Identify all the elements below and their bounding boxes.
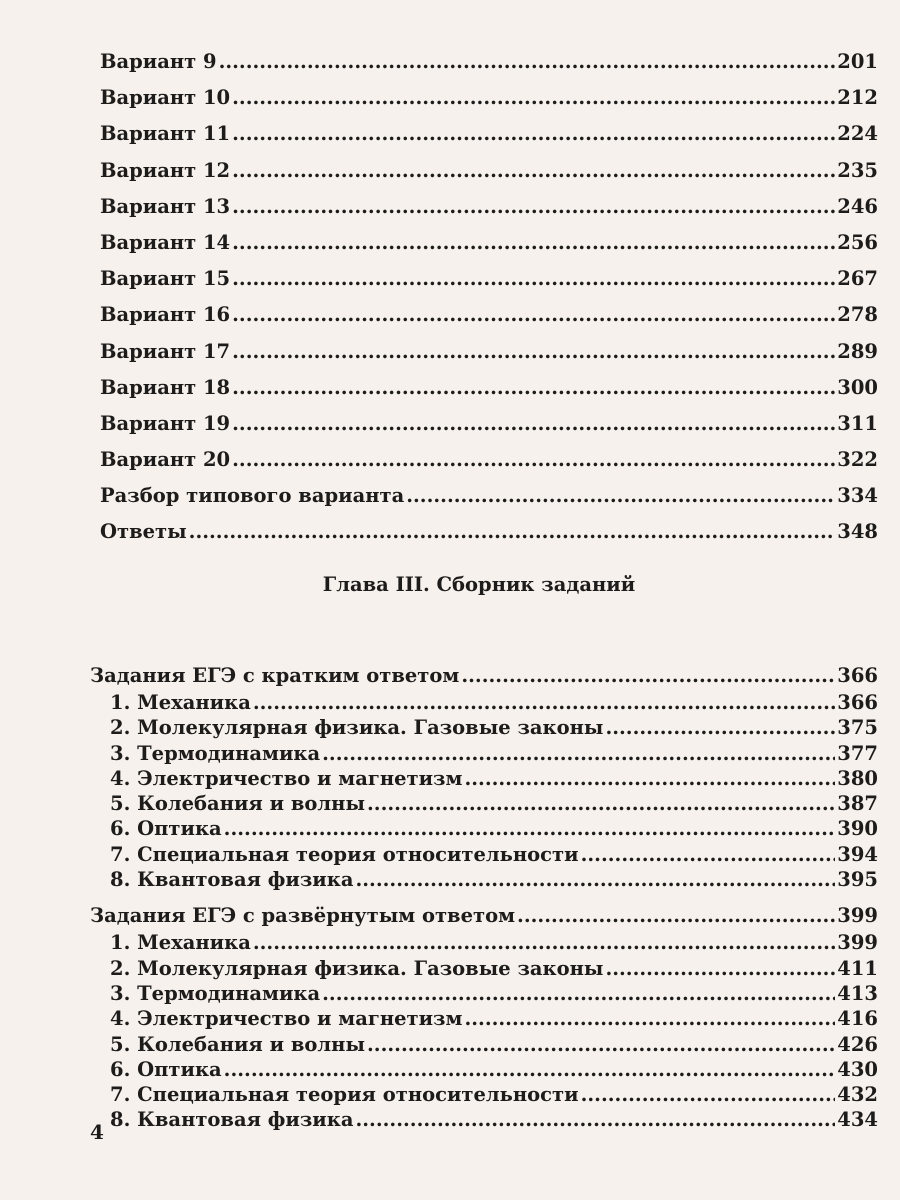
leader-dots [461,662,835,690]
section-label: Задания ЕГЭ с развёрнутым ответом [90,904,516,928]
item-label: 6. Оптика [110,817,222,841]
item-label: 5. Колебания и волны [110,1032,365,1056]
extended-item-4 [90,1006,878,1031]
toc-entry-label: Вариант 10 [100,86,231,110]
toc-entry-page: 267 [837,267,878,291]
item-label: 2. Молекулярная физика. Газовые законы [110,716,604,740]
short-item-5 [90,791,878,816]
short-item-6 [90,816,878,841]
item-label: 6. Оптика [110,1057,222,1081]
short-item-3 [90,741,878,766]
toc-entry-label: Вариант 15 [100,267,231,291]
toc-entry-page: 212 [837,86,878,110]
toc-entry-variant-17 [100,334,878,370]
toc-entry-variant-18 [100,370,878,406]
section-label: Задания ЕГЭ с кратким ответом [90,664,460,687]
extended-item-8 [90,1107,878,1132]
toc-entry-page: 311 [837,411,878,435]
toc-entry-page: 256 [837,230,878,254]
item-page: 413 [837,981,878,1005]
item-page: 434 [837,1108,878,1132]
leader-dots [189,514,836,550]
item-page: 394 [837,842,878,866]
extended-item-7 [90,1082,878,1107]
chapter-heading: Глава III. Сборник заданий [322,572,636,596]
leader-dots [367,791,835,816]
item-label: 2. Молекулярная физика. Газовые законы [110,956,604,980]
leader-dots [232,406,835,442]
leader-dots [322,981,835,1006]
section-extended-answer [90,902,878,930]
item-label: 3. Термодинамика [110,981,321,1005]
leader-dots [232,189,835,225]
item-page: 375 [837,716,878,740]
extended-item-5 [90,1032,878,1057]
item-label: 4. Электричество и магнетизм [110,766,463,790]
item-page: 430 [837,1057,878,1081]
leader-dots [232,297,835,333]
leader-dots [355,867,835,892]
toc-entry-label: Вариант 13 [100,194,231,218]
leader-dots [367,1032,835,1057]
toc-entry-page: 235 [837,158,878,182]
table-of-contents [100,44,878,605]
leader-dots [224,816,836,841]
section-page: 366 [837,664,878,687]
toc-entry-page: 322 [837,448,878,472]
item-page: 377 [837,741,878,765]
short-item-4 [90,766,878,791]
leader-dots [253,690,835,715]
leader-dots [232,261,835,297]
toc-entry-variant-12 [100,153,878,189]
item-label: 8. Квантовая физика [110,1108,354,1132]
item-label: 4. Электричество и магнетизм [110,1007,463,1031]
leader-dots [232,442,835,478]
toc-entry-variant-9 [100,44,878,80]
toc-entry-label: Вариант 9 [100,50,217,73]
item-page: 395 [837,868,878,892]
leader-dots [581,1082,836,1107]
short-item-1 [90,690,878,715]
leader-dots [406,478,835,514]
item-label: 7. Специальная теория относительности [110,1083,579,1107]
leader-dots [232,153,835,189]
toc-entry-variant-10 [100,80,878,116]
toc-entry-label: Вариант 17 [100,339,231,363]
toc-entry-variant-16 [100,297,878,333]
item-page: 390 [837,817,878,841]
toc-entry-typical-variant [100,478,878,514]
leader-dots [605,956,835,981]
item-page: 380 [837,766,878,790]
spacer [90,892,878,902]
toc-entry-page: 300 [837,375,878,399]
toc-entry-label: Вариант 12 [100,158,231,182]
item-page: 426 [837,1032,878,1056]
short-item-8 [90,867,878,892]
leader-dots [253,930,835,955]
leader-dots [581,842,836,867]
page-number: 4 [90,1120,104,1144]
section-page: 399 [837,904,878,928]
short-item-2 [90,715,878,740]
toc-entry-variant-19 [100,406,878,442]
toc-entry-page: 246 [837,194,878,218]
toc-entry-label: Ответы [100,520,187,544]
leader-dots [232,80,835,116]
toc-entry-label: Вариант 16 [100,303,231,327]
leader-dots [464,766,835,791]
item-page: 411 [837,956,878,980]
toc-entry-answers [100,514,878,550]
toc-entry-page: 224 [837,122,878,146]
item-label: 8. Квантовая физика [110,868,354,892]
toc-entry-label: Вариант 19 [100,411,231,435]
toc-entry-variant-14 [100,225,878,261]
leader-dots [605,715,835,740]
leader-dots [517,902,835,930]
leader-dots [219,44,836,80]
item-page: 416 [837,1007,878,1031]
toc-entry-label: Вариант 20 [100,448,231,472]
item-label: 1. Механика [110,691,251,714]
toc-entry-page: 348 [837,520,878,544]
toc-entry-variant-15 [100,261,878,297]
extended-item-2 [90,956,878,981]
item-page: 399 [837,931,878,955]
leader-dots [232,334,835,370]
leader-dots [232,370,835,406]
item-label: 1. Механика [110,931,251,955]
leader-dots [355,1107,835,1132]
item-page: 387 [837,792,878,816]
leader-dots [224,1057,836,1082]
toc-entry-page: 201 [837,50,878,73]
toc-entry-page: 278 [837,303,878,327]
toc-entry-label: Вариант 18 [100,375,231,399]
item-page: 366 [837,691,878,714]
toc-entry-variant-20 [100,442,878,478]
toc-entry-label: Вариант 14 [100,230,231,254]
leader-dots [232,116,835,152]
item-label: 3. Термодинамика [110,741,321,765]
extended-item-6 [90,1057,878,1082]
leader-dots [464,1006,835,1031]
toc-entry-page: 334 [837,484,878,508]
leader-dots [232,225,835,261]
toc-entry-label: Разбор типового варианта [100,484,405,508]
chapter-3-contents [90,662,878,1133]
extended-item-3 [90,981,878,1006]
item-page: 432 [837,1083,878,1107]
toc-entry-page: 289 [837,339,878,363]
leader-dots [322,741,835,766]
toc-entry-variant-11 [100,116,878,152]
section-short-answer [90,662,878,690]
toc-entry-variant-13 [100,189,878,225]
item-label: 7. Специальная теория относительности [110,842,579,866]
toc-entry-label: Вариант 11 [100,122,231,146]
item-label: 5. Колебания и волны [110,792,365,816]
short-item-7 [90,842,878,867]
extended-item-1 [90,930,878,955]
